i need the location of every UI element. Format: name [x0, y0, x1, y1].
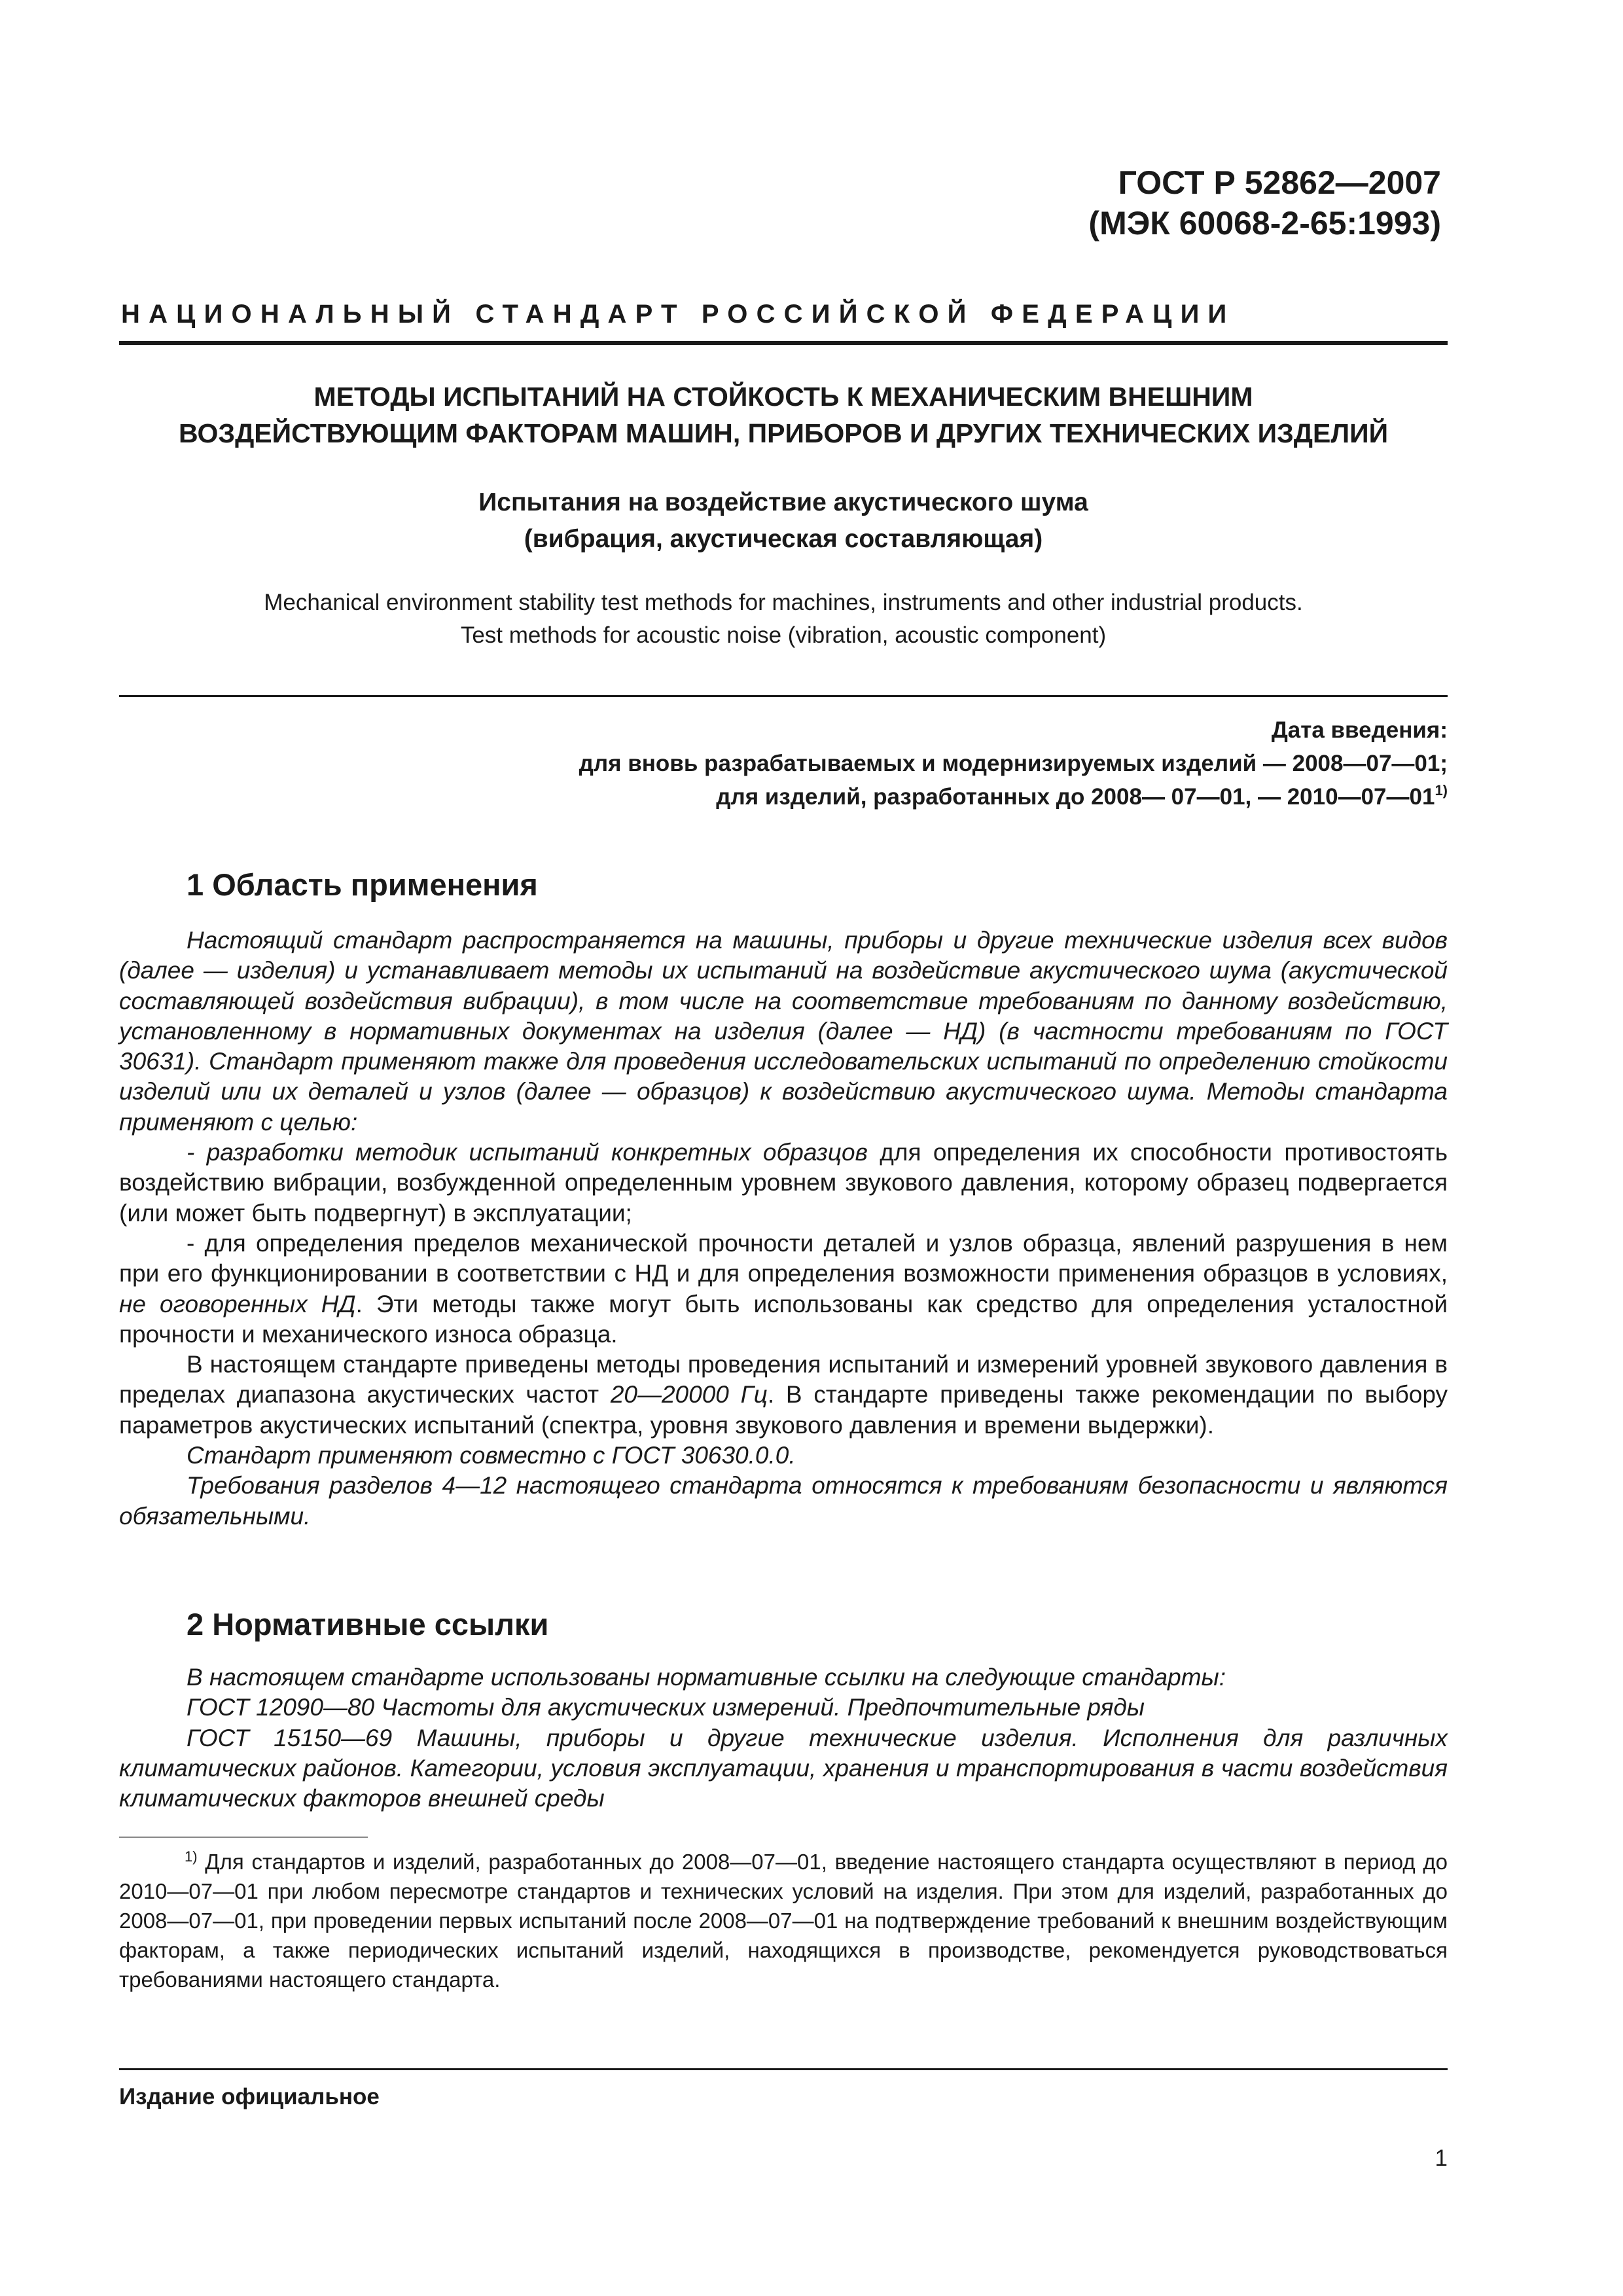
intro-date-label: Дата введения:: [1271, 717, 1448, 743]
page-number: 1: [1435, 2145, 1448, 2171]
footnote-text-line: [119, 1847, 1448, 1994]
title-line-2: ВОЗДЕЙСТВУЮЩИМ ФАКТОРАМ МАШИН, ПРИБОРОВ И ДРУГИХ ТЕХНИЧЕСКИХ ИЗДЕЛИЙ: [178, 418, 1389, 448]
p2-start: В настоящем стандарте приведены методы проведения испытаний и измерений уровней звукового давления в пределах диапазона акустических частот: [119, 1351, 1448, 1408]
section-2-intro: В настоящем стандарте использованы нормативные ссылки на следующие стандарты:: [187, 1664, 1226, 1691]
footnote-reference[interactable]: 1): [1435, 782, 1448, 798]
footnote-divider: [119, 1837, 368, 1838]
header-divider: [119, 341, 1448, 345]
intro-date-new-products: для вновь разрабатываемых и модернизируемых изделий — 2008—07—01;: [579, 751, 1448, 776]
intro-date-existing-products-line: [119, 780, 1448, 814]
subtitle-line-1: Испытания на воздействие акустического шума: [478, 488, 1088, 516]
section-1-paragraph-2: [119, 1350, 1448, 1441]
bullet-1-italic: - разработки методик испытаний конкретных образцов: [187, 1139, 868, 1166]
reference-gost-12090: ГОСТ 12090—80 Частоты для акустических измерений. Предпочтительные ряды: [187, 1694, 1145, 1721]
section-1-paragraph-4: Требования разделов 4—12 настоящего стандарта относятся к требованиям безопасности и являются обязательными.: [119, 1472, 1448, 1530]
section-1-paragraph-1: Настоящий стандарт распространяется на машины, приборы и другие технические изделия всех видов (далее — изделия) и устанавливает методы их испытаний на воздействие акустического шума (акустической составляющей воздействия вибрации), в том числе на соответствие требованиям по данному воздействию, установленному в нормативных документах на изделия (далее — НД) (в частности требованиям по ГОСТ 30631). Стандарт применяют также для проведения исследовательских испытаний по определению стойкости изделий или их деталей и узлов (далее — образцов) к воздействию акустического шума. Методы стандарта применяют с целью:: [119, 927, 1448, 1136]
section-2-body: [119, 1662, 1448, 1814]
subtitle-line-2: (вибрация, акустическая составляющая): [524, 525, 1043, 553]
section-1-heading: 1 Область применения: [187, 867, 538, 902]
english-title-line-1: Mechanical environment stability test methods for machines, instruments and other industrial products.: [264, 590, 1303, 615]
gost-number: ГОСТ Р 52862—2007: [1118, 164, 1441, 201]
english-title: [119, 586, 1448, 652]
intro-date-existing-products: для изделий, разработанных до 2008— 07—01, — 2010—07—01: [716, 784, 1435, 810]
footer-divider: [119, 2068, 1448, 2070]
bullet-2-text-start: - для определения пределов механической прочности деталей и узлов образца, явлений разрушения в нем при его функционировании в соответствии с НД и для определения возможности применения образцов в условиях,: [119, 1229, 1448, 1287]
title-line-1: МЕТОДЫ ИСПЫТАНИЙ НА СТОЙКОСТЬ К МЕХАНИЧЕСКИМ ВНЕШНИМ: [313, 382, 1253, 412]
iec-number: (МЭК 60068-2-65:1993): [1088, 205, 1441, 242]
document-title: [119, 378, 1448, 452]
introduction-date: [119, 713, 1448, 814]
p2-end: . В стандарте приведены также рекомендации по выбору параметров акустических испытаний (спектра, уровня звукового давления и времени выдержки).: [119, 1381, 1448, 1439]
bullet-1-text: для определения их способности противостоять воздействию вибрации, возбужденной определенным уровнем звукового давления, которому образец подвергается (или может быть подвергнут) в эксплуатации;: [119, 1139, 1448, 1227]
section-1-paragraph-3: Стандарт применяют совместно с ГОСТ 30630.0.0.: [187, 1442, 796, 1469]
national-standard-heading: НАЦИОНАЛЬНЫЙ СТАНДАРТ РОССИЙСКОЙ ФЕДЕРАЦИИ: [121, 300, 1236, 329]
english-title-line-2: Test methods for acoustic noise (vibration, acoustic component): [460, 622, 1107, 648]
title-divider: [119, 695, 1448, 697]
footnote-mark: 1): [185, 1848, 198, 1865]
section-1-body: [119, 925, 1448, 1532]
document-subtitle: [119, 484, 1448, 558]
section-2-heading: 2 Нормативные ссылки: [187, 1607, 549, 1641]
footnote-text: Для стандартов и изделий, разработанных до 2008—07—01, введение настоящего стандарта осуществляют в период до 2010—07—01 при любом пересмотре стандартов и технических условий на изделия. При этом для изделий, разработанных до 2008—07—01, при проведении первых испытаний после 2008—07—01 на подтверждение требований к внешним воздействующим факторам, а также периодических испытаний изделий, находящихся в производстве, рекомендуется руководствоваться требованиями настоящего стандарта.: [119, 1850, 1448, 1992]
section-1-bullet-1: [119, 1138, 1448, 1229]
bullet-2-text-end: . Эти методы также могут быть использованы как средство для определения усталостной прочности и механического износа образца.: [119, 1290, 1448, 1348]
frequency-range: 20—20000 Гц: [610, 1381, 768, 1408]
document-designation: [852, 162, 1441, 243]
section-1-bullet-2: [119, 1229, 1448, 1350]
official-edition-label: Издание официальное: [119, 2084, 380, 2109]
reference-gost-15150: ГОСТ 15150—69 Машины, приборы и другие технические изделия. Исполнения для различных климатических районов. Категории, условия эксплуатации, хранения и транспортирования в части воздействия климатических факторов внешней среды: [119, 1724, 1448, 1812]
bullet-2-italic: не оговоренных НД: [119, 1290, 356, 1318]
footnote: [119, 1847, 1448, 1994]
